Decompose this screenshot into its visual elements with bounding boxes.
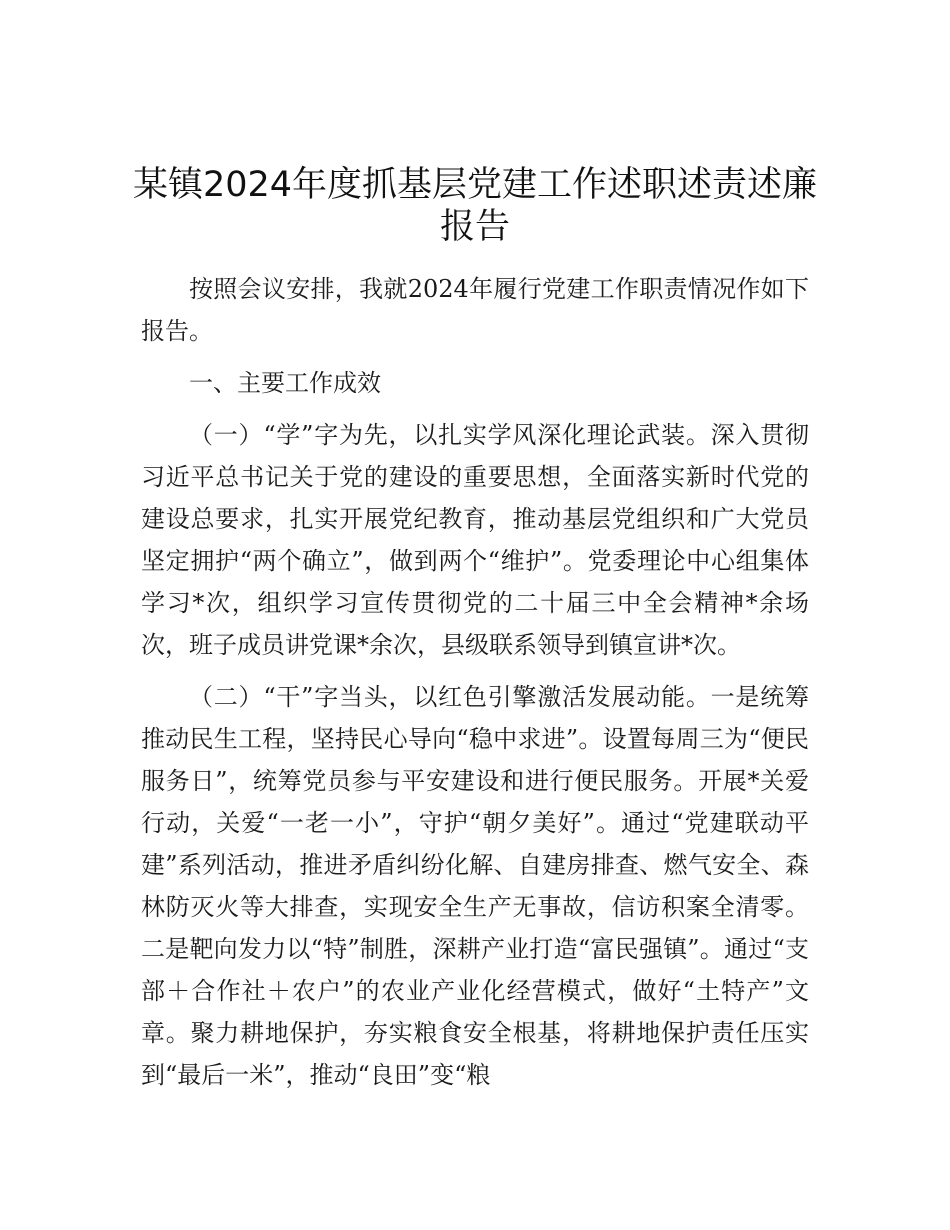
document-title: 某镇2024年度抓基层党建工作述职述责述廉报告 — [132, 165, 818, 247]
body-paragraph: （二）“干”字当头，以红色引擎激活发展动能。一是统筹推动民生工程，坚持民心导向“稳中求进”。设置每周三为“便民服务日”，统筹党员参与平安建设和进行便民服务。开展*关爱行动，关爱“一老一小”，守护“朝夕美好”。通过“党建联动平建”系列活动，推进矛盾纠纷化解、自建房排查、燃气安全、森林防灭火等大排查，实现安全生产无事故，信访积案全清零。二是靶向发力以“特”制胜，深耕产业打造“富民强镇”。通过“支部＋合作社＋农户”的农业产业化经营模式，做好“土特产”文章。聚力耕地保护，夯实粮食安全根基，将耕地保护责任压实到“最后一米”，推动“良田”变“粮 — [141, 683, 809, 1089]
intro-paragraph: 按照会议安排，我就2024年履行党建工作职责情况作如下报告。 — [141, 275, 809, 345]
document-body — [141, 268, 809, 1096]
section-heading: 一、主要工作成效 — [189, 369, 381, 397]
body-paragraph: （一）“学”字为先，以扎实学风深化理论武装。深入贯彻习近平总书记关于党的建设的重要思想，全面落实新时代党的建设总要求，扎实开展党纪教育，推动基层党组织和广大党员坚定拥护“两个确立”，做到两个“维护”。党委理论中心组集体学习*次，组织学习宣传贯彻党的二十届三中全会精神*余场次，班子成员讲党课*余次，县级联系领导到镇宣讲*次。 — [141, 421, 809, 659]
